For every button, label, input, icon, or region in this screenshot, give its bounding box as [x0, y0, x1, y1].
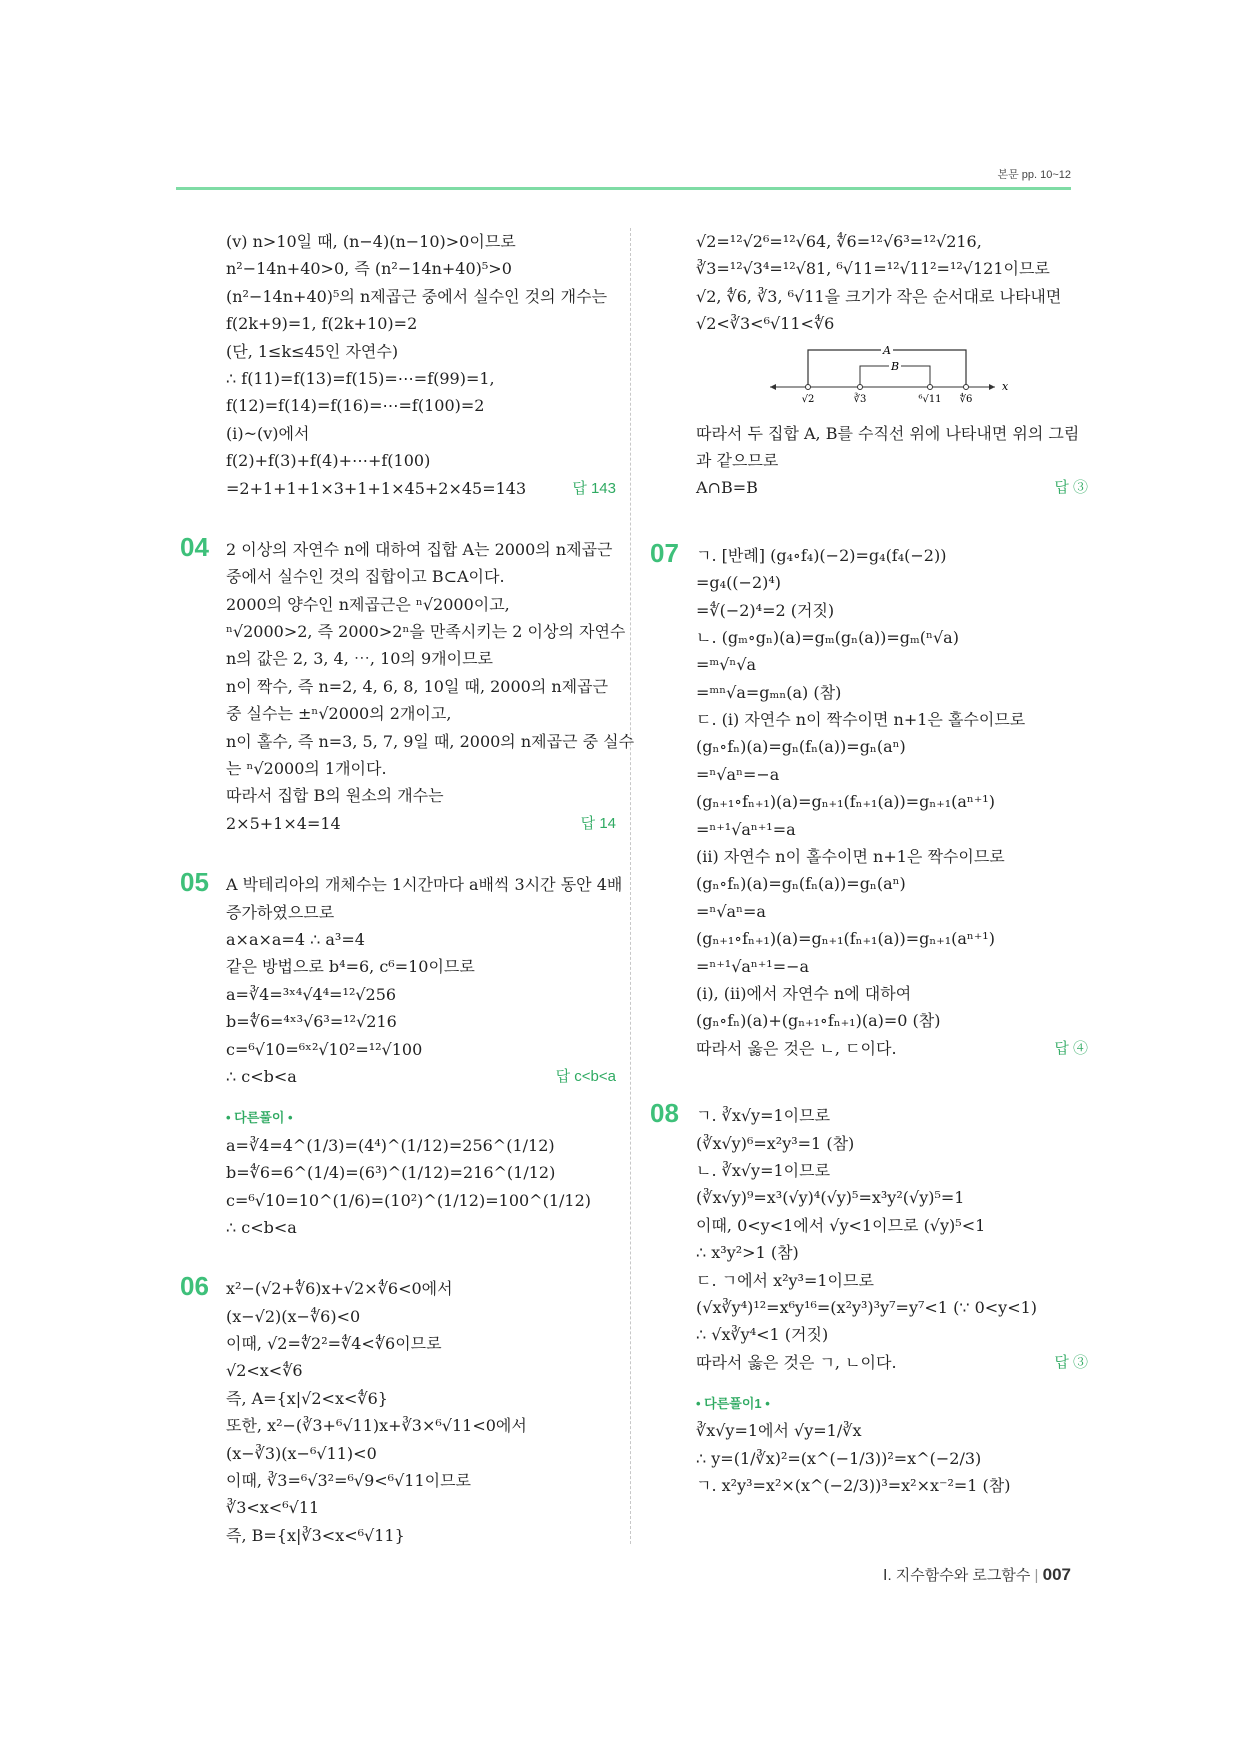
- solution-line: 즉, A={x|√2<x<∜6}: [226, 1388, 388, 1408]
- set-a-label: A: [883, 344, 891, 357]
- tick-label-cbrt3: ∛3: [853, 394, 867, 405]
- solution-line: =ᵐⁿ√a=gₘₙ(a) (참): [696, 682, 842, 702]
- header-rule: [176, 187, 1071, 190]
- solution-line: 같은 방법으로 b⁴=6, c⁶=10이므로: [226, 957, 475, 977]
- solution-line: =∜(−2)⁴=2 (거짓): [696, 600, 835, 620]
- solution-line: n이 홀수, 즉 n=3, 5, 7, 9일 때, 2000의 n제곱근 중 실수: [226, 731, 635, 751]
- solution-line: (ⅰ)~(ⅴ)에서: [226, 423, 310, 443]
- solution-line: ㄷ. ㄱ에서 x²y³=1이므로: [696, 1270, 874, 1290]
- tick-label-4rt6: ∜6: [959, 394, 973, 405]
- answer-label: 답 14: [580, 814, 616, 832]
- solution-line: √2<∛3<⁶√11<∜6: [696, 314, 835, 334]
- page-footer: Ⅰ. 지수함수와 로그함수 | 007: [883, 1565, 1071, 1584]
- left-column: [180, 228, 635, 1549]
- solution-line: a×a×a=4 ∴ a³=4: [226, 929, 365, 949]
- solution-line: (√x∛y⁴)¹²=x⁶y¹⁶=(x²y³)³y⁷=y⁷<1 (∵ 0<y<1): [696, 1297, 1038, 1317]
- q04-block: [180, 531, 635, 837]
- axis-arrow-left: [770, 384, 776, 390]
- solution-line: (gₙ₊₁∘fₙ₊₁)(a)=gₙ₊₁(fₙ₊₁(a))=gₙ₊₁(aⁿ⁺¹): [696, 929, 995, 949]
- tick-label-sqrt2: √2: [801, 394, 815, 405]
- solution-line: =2+1+1+1×3+1+1×45+2×45=143 답 143: [226, 475, 616, 502]
- right-column: [650, 228, 1088, 1500]
- solution-line: √2, ∜6, ∛3, ⁶√11을 크기가 작은 순서대로 나타내면: [696, 286, 1062, 306]
- alternative-solution-line: b=∜6=6^(1/4)=(6³)^(1/12)=216^(1/12): [226, 1163, 556, 1183]
- solution-line: 즉, B={x|∛3<x<⁶√11}: [226, 1525, 405, 1545]
- solution-line: (x−√2)(x−∜6)<0: [226, 1306, 361, 1326]
- point-cbrt3: [858, 385, 863, 390]
- solution-line: n의 값은 2, 3, 4, ⋯, 10의 9개이므로: [226, 649, 493, 669]
- answer-label: 답 ③: [1054, 1353, 1088, 1371]
- alternative-solution-line: ∴ c<b<a: [226, 1217, 297, 1237]
- alternative-solution-label: • 다른풀이 •: [226, 1110, 293, 1126]
- answer-label: 답 143: [572, 479, 616, 497]
- solution-line: ㄷ. (ⅰ) 자연수 n이 짝수이면 n+1은 홀수이므로: [696, 710, 1026, 730]
- solution-line: n이 짝수, 즉 n=2, 4, 6, 8, 10일 때, 2000의 n제곱근: [226, 676, 609, 696]
- solution-line: n²−14n+40>0, 즉 (n²−14n+40)⁵>0: [226, 259, 512, 279]
- solution-line: (단, 1≤k≤45인 자연수): [226, 341, 399, 361]
- solution-line: x²−(√2+∜6)x+√2×∜6<0에서: [226, 1279, 453, 1299]
- q06-block: [180, 1271, 616, 1549]
- solution-line: ㄱ. ∛x√y=1이므로: [696, 1106, 831, 1126]
- solution-line: a=∛4=³ˣ⁴√4⁴=¹²√256: [226, 984, 397, 1004]
- q07-block: [650, 537, 1088, 1062]
- solution-line: ∴ √x∛y⁴<1 (거짓): [696, 1325, 829, 1345]
- page-reference: 본문 pp. 10~12: [997, 169, 1071, 181]
- solution-line: =ⁿ⁺¹√aⁿ⁺¹=a: [696, 819, 796, 839]
- solution-line: 따라서 옳은 것은 ㄴ, ㄷ이다. 답 ④: [696, 1035, 1088, 1062]
- solution-line: =ᵐ√ⁿ√a: [696, 655, 757, 675]
- solution-line: 따라서 옳은 것은 ㄱ, ㄴ이다. 답 ③: [696, 1349, 1088, 1376]
- point-6rt11: [928, 385, 933, 390]
- solution-line: 중 실수는 ±ⁿ√2000의 2개이고,: [226, 704, 452, 724]
- solution-line: (ⅰ), (ⅱ)에서 자연수 n에 대하여: [696, 983, 912, 1003]
- solution-line: 2×5+1×4=14 답 14: [226, 810, 616, 837]
- solution-line: (n²−14n+40)⁵의 n제곱근 중에서 실수인 것의 개수는: [226, 286, 608, 306]
- solution-line: =ⁿ√aⁿ=a: [696, 901, 766, 921]
- solution-line: ∛3<x<⁶√11: [226, 1498, 320, 1518]
- q03-continuation: [226, 228, 616, 502]
- solution-line: c=⁶√10=⁶ˣ²√10²=¹²√100: [226, 1039, 423, 1059]
- alternative-solution-label: • 다른풀이1 •: [696, 1396, 770, 1412]
- solution-line: 이때, ∛3=⁶√3²=⁶√9<⁶√11이므로: [226, 1471, 472, 1491]
- solution-line: (ⅴ) n>10일 때, (n−4)(n−10)>0이므로: [226, 232, 516, 251]
- solution-line: ㄴ. (gₘ∘gₙ)(a)=gₘ(gₙ(a))=gₘ(ⁿ√a): [696, 627, 959, 647]
- question-number: 08: [650, 1098, 679, 1129]
- solution-line: 이때, √2=∜2²=∜4<∜6이므로: [226, 1334, 442, 1354]
- alternative-solution-line: ㄱ. x²y³=x²×(x^(−2/3))³=x²×x⁻²=1 (참): [696, 1476, 1011, 1496]
- solution-line: ∴ c<b<a 답 c<b<a: [226, 1063, 616, 1090]
- q05-block: [180, 867, 623, 1241]
- solution-line: √2<x<∜6: [226, 1361, 303, 1381]
- solution-line: 따라서 두 집합 A, B를 수직선 위에 나타내면 위의 그림: [696, 423, 1080, 443]
- q08-block: [650, 1098, 1088, 1499]
- alternative-solution-line: c=⁶√10=10^(1/6)=(10²)^(1/12)=100^(1/12): [226, 1190, 591, 1210]
- answer-label: 답 ④: [1054, 1039, 1088, 1057]
- solution-line: 과 같으므로: [696, 450, 779, 470]
- question-number: 05: [180, 867, 209, 898]
- solution-line: f(2k+9)=1, f(2k+10)=2: [226, 314, 418, 334]
- solution-line: 중에서 실수인 것의 집합이고 B⊂A이다.: [226, 567, 505, 587]
- solution-line: f(12)=f(14)=f(16)=⋯=f(100)=2: [226, 396, 485, 416]
- point-4rt6: [964, 385, 969, 390]
- solution-line: =ⁿ√aⁿ=−a: [696, 764, 780, 784]
- answer-label: 답 ③: [1054, 479, 1088, 497]
- question-number: 06: [180, 1271, 209, 1302]
- solution-line: (gₙ∘fₙ)(a)+(gₙ₊₁∘fₙ₊₁)(a)=0 (참): [696, 1011, 941, 1031]
- solution-line: (∛x√y)⁹=x³(√y)⁴(√y)⁵=x³y²(√y)⁵=1: [696, 1188, 965, 1208]
- solution-line: (ⅱ) 자연수 n이 홀수이면 n+1은 짝수이므로: [696, 847, 1005, 867]
- point-sqrt2: [806, 385, 811, 390]
- alternative-solution-line: ∴ y=(1/∛x)²=(x^(−1/3))²=x^(−2/3): [696, 1448, 982, 1468]
- axis-arrow-right: [989, 384, 995, 390]
- solution-line: (gₙ₊₁∘fₙ₊₁)(a)=gₙ₊₁(fₙ₊₁(a))=gₙ₊₁(aⁿ⁺¹): [696, 792, 995, 812]
- solution-line: ⁿ√2000>2, 즉 2000>2ⁿ을 만족시키는 2 이상의 자연수: [226, 622, 626, 642]
- solution-line: (∛x√y)⁶=x²y³=1 (참): [696, 1133, 855, 1153]
- solution-line: A 박테리아의 개체수는 1시간마다 a배씩 3시간 동안 4배: [226, 875, 623, 895]
- question-number: 07: [650, 537, 679, 568]
- solution-line: ∛3=¹²√3⁴=¹²√81, ⁶√11=¹²√11²=¹²√121이므로: [696, 259, 1050, 279]
- solution-line: =g₄((−2)⁴): [696, 573, 782, 593]
- solution-line: A∩B=B 답 ③: [696, 474, 1088, 501]
- solution-line: b=∜6=⁴ˣ³√6³=¹²√216: [226, 1012, 397, 1032]
- alternative-solution-line: a=∛4=4^(1/3)=(4⁴)^(1/12)=256^(1/12): [226, 1135, 555, 1155]
- solution-line: =ⁿ⁺¹√aⁿ⁺¹=−a: [696, 956, 810, 976]
- axis-label: x: [1002, 380, 1009, 393]
- solution-line: f(2)+f(3)+f(4)+⋯+f(100): [226, 451, 431, 471]
- set-b-label: B: [890, 360, 900, 373]
- solution-line: 는 ⁿ√2000의 1개이다.: [226, 759, 387, 779]
- solution-line: ∴ f(11)=f(13)=f(15)=⋯=f(99)=1,: [226, 368, 495, 388]
- solution-line: (x−∛3)(x−⁶√11)<0: [226, 1443, 377, 1463]
- solution-line: ㄱ. [반례] (g₄∘f₄)(−2)=g₄(f₄(−2)): [696, 545, 947, 565]
- solution-line: 2000의 양수인 n제곱근은 ⁿ√2000이고,: [226, 594, 510, 614]
- chapter-title: Ⅰ. 지수함수와 로그함수: [883, 1567, 1031, 1584]
- solution-line: 따라서 집합 B의 원소의 개수는: [226, 786, 444, 806]
- solution-line: 2 이상의 자연수 n에 대하여 집합 A는 2000의 n제곱근: [226, 539, 613, 559]
- solution-line: (gₙ∘fₙ)(a)=gₙ(fₙ(a))=gₙ(aⁿ): [696, 737, 906, 757]
- solution-line: ∴ x³y²>1 (참): [696, 1243, 799, 1263]
- solution-line: 이때, 0<y<1에서 √y<1이므로 (√y)⁵<1: [696, 1215, 986, 1235]
- solution-line: 증가하였으므로: [226, 902, 335, 922]
- page-number: 007: [1042, 1565, 1071, 1584]
- answer-label: 답 c<b<a: [555, 1067, 616, 1085]
- solution-line: ㄴ. ∛x√y=1이므로: [696, 1160, 831, 1180]
- question-number: 04: [180, 531, 209, 562]
- number-line-diagram: [770, 342, 1010, 410]
- solution-line: √2=¹²√2⁶=¹²√64, ∜6=¹²√6³=¹²√216,: [696, 232, 982, 251]
- alternative-solution-line: ∛x√y=1에서 √y=1/∛x: [696, 1421, 862, 1441]
- column-divider: [630, 228, 631, 1544]
- solution-line: 또한, x²−(∛3+⁶√11)x+∛3×⁶√11<0에서: [226, 1416, 527, 1436]
- tick-label-6rt11: ⁶√11: [918, 394, 942, 405]
- solution-line: (gₙ∘fₙ)(a)=gₙ(fₙ(a))=gₙ(aⁿ): [696, 874, 906, 894]
